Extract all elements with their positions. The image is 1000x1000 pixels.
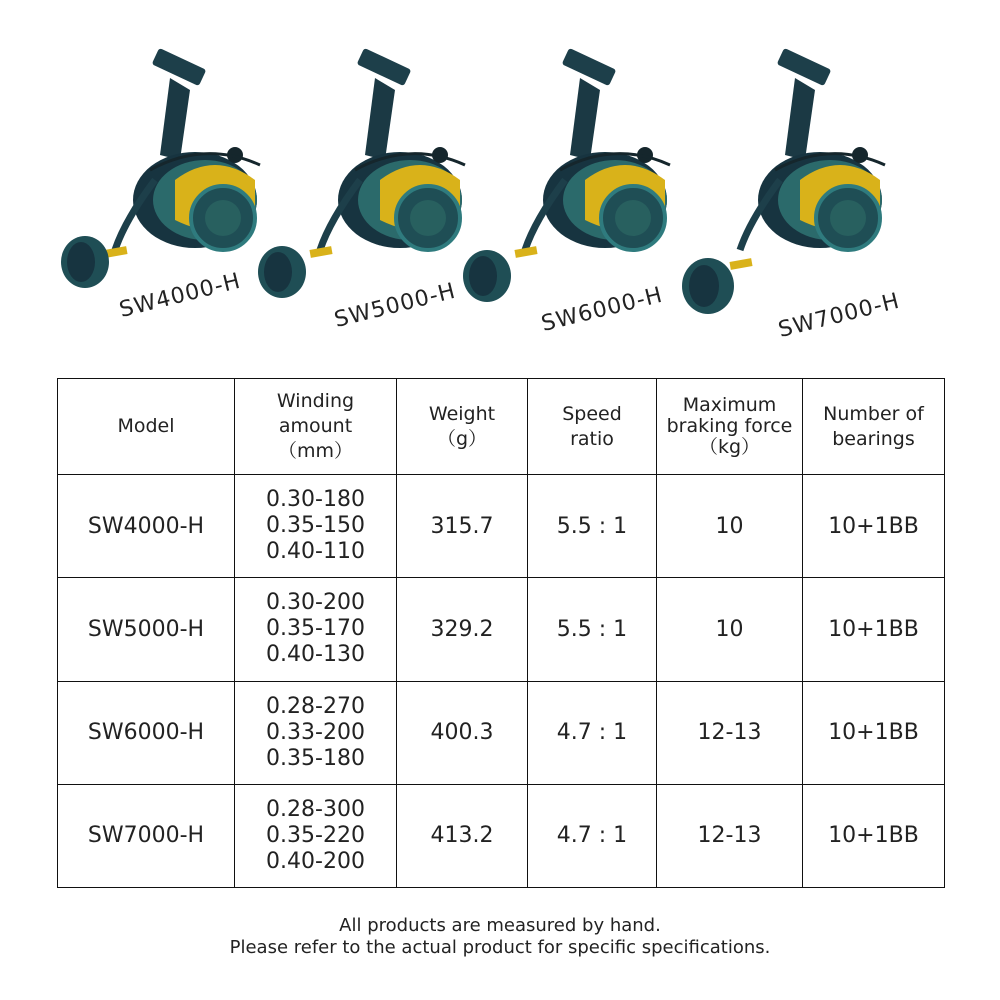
cell-bearings: 10+1BB xyxy=(803,475,945,578)
header-speed-ratio: Speed ratio xyxy=(528,379,657,475)
fishing-reel-icon xyxy=(465,50,705,310)
table-row xyxy=(58,681,945,784)
cell-braking: 10 xyxy=(657,578,803,681)
cell-speed-ratio: 4.7 : 1 xyxy=(528,681,657,784)
cell-model: SW7000-H xyxy=(58,784,235,887)
header-winding-amount: Winding amount （mm） xyxy=(235,379,397,475)
cell-model: SW5000-H xyxy=(58,578,235,681)
cell-winding: 0.28-300 0.35-220 0.40-200 xyxy=(235,784,397,887)
spec-table xyxy=(57,378,945,888)
reel-sw6000-h xyxy=(465,50,705,350)
cell-weight: 413.2 xyxy=(397,784,528,887)
reel-label: SW5000-H xyxy=(331,278,459,333)
cell-winding: 0.30-180 0.35-150 0.40-110 xyxy=(235,475,397,578)
cell-speed-ratio: 5.5 : 1 xyxy=(528,578,657,681)
cell-weight: 329.2 xyxy=(397,578,528,681)
cell-winding: 0.28-270 0.33-200 0.35-180 xyxy=(235,681,397,784)
cell-model: SW6000-H xyxy=(58,681,235,784)
reel-label: SW4000-H xyxy=(116,268,244,323)
reel-images-row xyxy=(0,0,1000,360)
cell-speed-ratio: 5.5 : 1 xyxy=(528,475,657,578)
reel-sw4000-h xyxy=(55,50,295,350)
cell-weight: 315.7 xyxy=(397,475,528,578)
header-number-of-bearings: Number of bearings xyxy=(803,379,945,475)
fishing-reel-icon xyxy=(680,50,920,310)
cell-model: SW4000-H xyxy=(58,475,235,578)
cell-winding: 0.30-200 0.35-170 0.40-130 xyxy=(235,578,397,681)
reel-sw5000-h xyxy=(260,50,500,350)
footer-line-2: Please refer to the actual product for specific specifications. xyxy=(229,937,771,958)
cell-braking: 10 xyxy=(657,475,803,578)
reel-label: SW7000-H xyxy=(775,288,903,343)
cell-bearings: 10+1BB xyxy=(803,578,945,681)
table-row xyxy=(58,578,945,681)
cell-bearings: 10+1BB xyxy=(803,681,945,784)
table-header-row xyxy=(58,379,945,475)
header-model: Model xyxy=(58,379,235,475)
cell-braking: 12-13 xyxy=(657,784,803,887)
cell-speed-ratio: 4.7 : 1 xyxy=(528,784,657,887)
reel-sw7000-h xyxy=(680,50,920,350)
cell-bearings: 10+1BB xyxy=(803,784,945,887)
cell-weight: 400.3 xyxy=(397,681,528,784)
header-weight: Weight （g） xyxy=(397,379,528,475)
cell-braking: 12-13 xyxy=(657,681,803,784)
reel-label: SW6000-H xyxy=(538,282,666,337)
footer-line-1: All products are measured by hand. xyxy=(339,915,661,936)
table-row xyxy=(58,475,945,578)
footer-note xyxy=(0,915,1000,959)
table-row xyxy=(58,784,945,887)
header-max-braking-force: Maximum braking force （kg） xyxy=(657,379,803,475)
